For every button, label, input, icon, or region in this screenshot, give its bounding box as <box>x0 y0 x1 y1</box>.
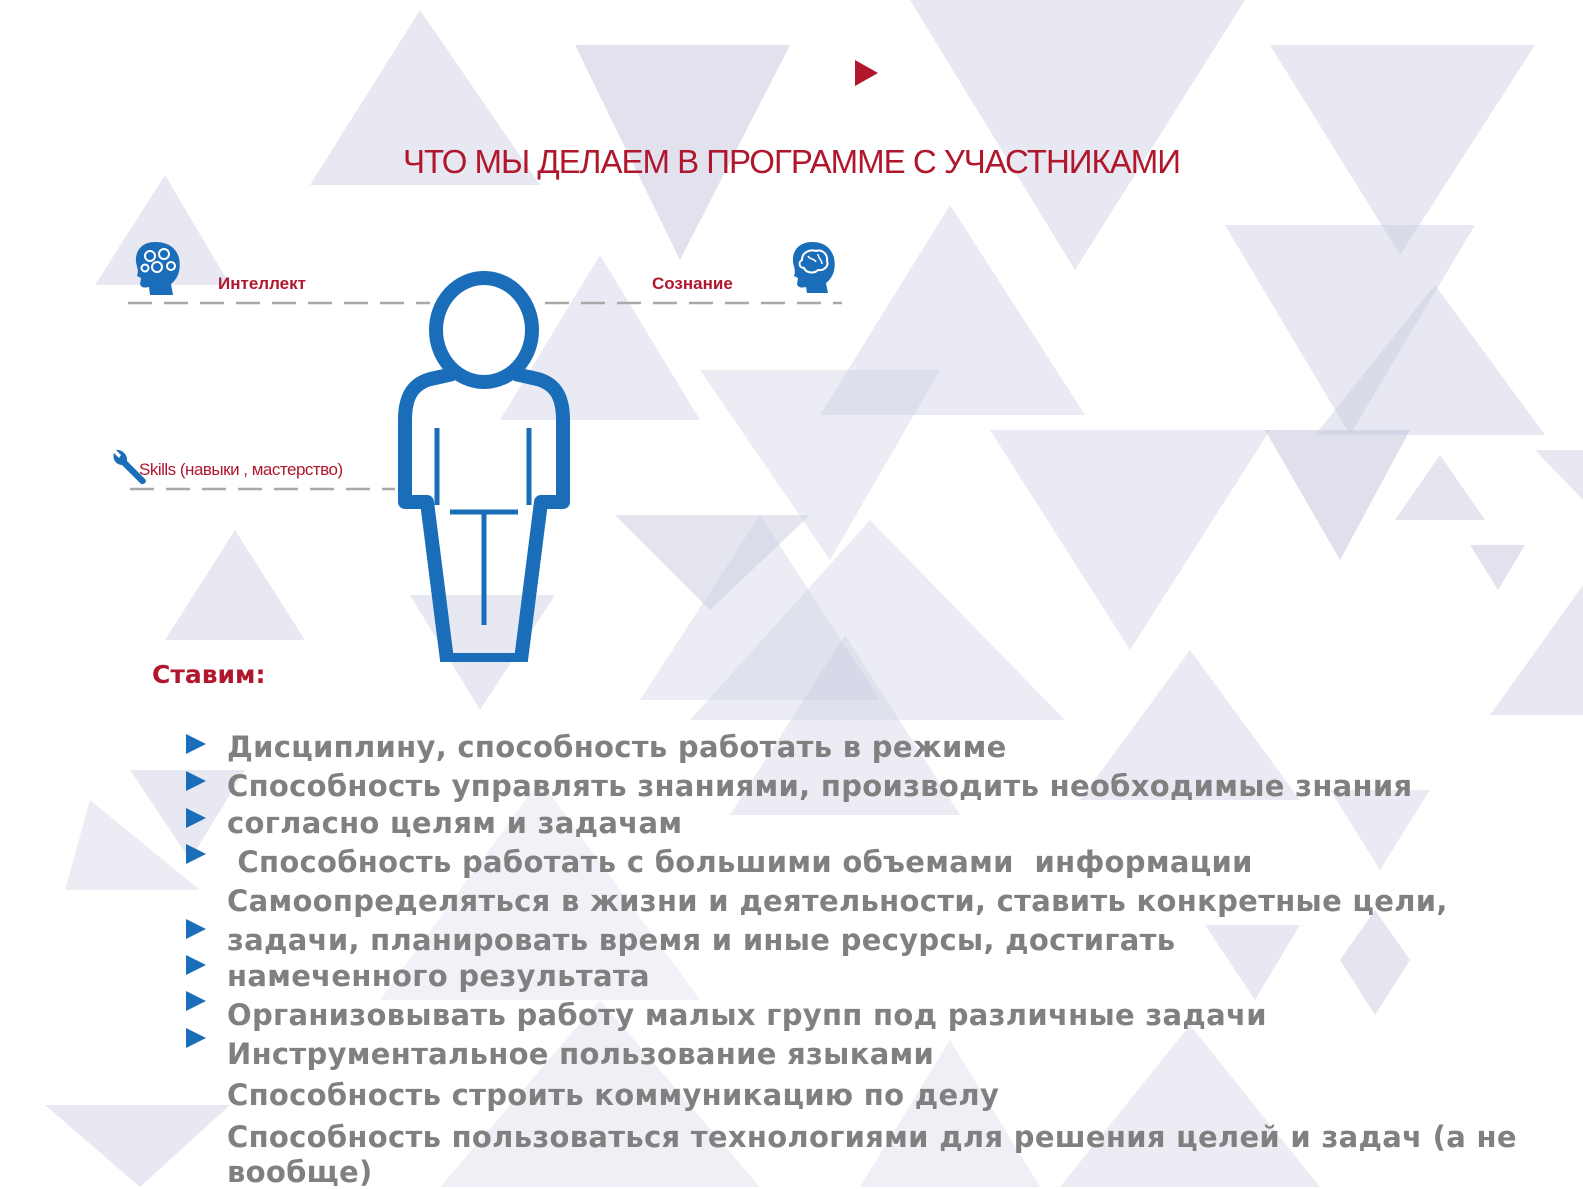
list-item: Способность управлять знаниями, производить необходимые знания <box>227 769 1413 803</box>
bullet-marker-icon <box>186 991 206 1011</box>
list-item: Инструментальное пользование языками <box>227 1037 935 1071</box>
head-brain-icon <box>790 240 836 294</box>
intellect-label: Интеллект <box>218 274 306 293</box>
head-gears-icon <box>133 240 183 296</box>
slide-title: ЧТО МЫ ДЕЛАЕМ В ПРОГРАММЕ С УЧАСТНИКАМИ <box>403 143 1180 180</box>
list-item: вообще) <box>227 1155 373 1189</box>
list-item: Организовывать работу малых групп под различные задачи <box>227 998 1267 1032</box>
bullet-marker-icon <box>186 955 206 975</box>
list-item: согласно целям и задачам <box>227 806 683 840</box>
list-item: Способность строить коммуникацию по делу <box>227 1078 1000 1112</box>
list-item: Способность работать с большими объемами информации <box>227 845 1253 879</box>
bullet-marker-icon <box>186 1028 206 1048</box>
person-outline-icon <box>395 270 573 662</box>
list-item: Способность пользоваться технологиями для решения целей и задач (а не <box>227 1120 1517 1154</box>
list-item: задачи, планировать время и иные ресурсы, достигать <box>227 923 1176 957</box>
consciousness-label: Сознание <box>652 274 733 293</box>
bullet-marker-icon <box>186 919 206 939</box>
bullet-marker-icon <box>186 844 206 864</box>
bullet-marker-icon <box>186 734 206 754</box>
bullet-marker-icon <box>186 808 206 828</box>
bullet-marker-icon <box>186 771 206 791</box>
skills-label: Skills (навыки , мастерство) <box>139 460 343 479</box>
list-item: Самоопределяться в жизни и деятельности, ставить конкретные цели, <box>227 884 1448 918</box>
list-item: Дисциплину, способность работать в режиме <box>227 730 1007 764</box>
section-heading: Ставим: <box>152 660 266 689</box>
list-item: намеченного результата <box>227 959 650 993</box>
